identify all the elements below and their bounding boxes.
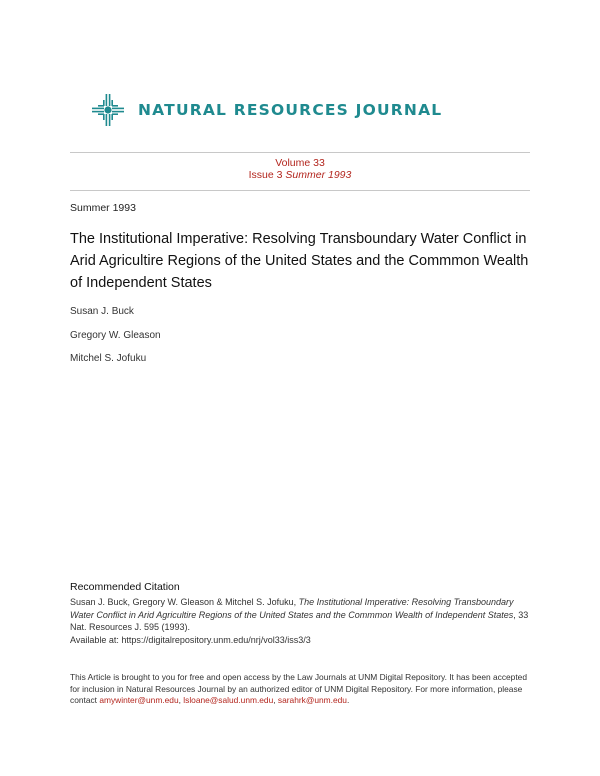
zia-sun-symbol-icon — [90, 92, 126, 128]
issue-link[interactable] — [70, 169, 530, 181]
access-notice-text: This Article is brought to you for free and open access by the Law Journals at UNM Digital Repository. It has been accepted for inclusion in Natural Resources Journal by an authorized editor of UNM Digital Repository. For more information, please contact — [70, 672, 527, 705]
contact-email-link-2[interactable]: lsloane@salud.unm.edu — [183, 695, 274, 705]
access-notice — [70, 672, 532, 707]
volume-link[interactable]: Volume 33 — [275, 157, 325, 169]
journal-logo — [90, 92, 442, 128]
email-separator-1: , — [178, 695, 184, 705]
citation-heading: Recommended Citation — [70, 581, 180, 593]
citation-authors: Susan J. Buck, Gregory W. Gleason & Mitchel S. Jofuku, — [70, 597, 299, 607]
issue-season: Summer 1993 — [285, 169, 352, 181]
journal-name: NATURAL RESOURCES JOURNAL — [138, 101, 443, 119]
divider-top — [70, 152, 530, 153]
citation-body — [70, 596, 532, 646]
citation-source: , 33 Nat. Resources J. 595 (1993). — [70, 609, 529, 632]
author-2: Gregory W. Gleason — [70, 330, 161, 341]
publication-date: Summer 1993 — [70, 202, 136, 214]
access-notice-end: . — [346, 695, 350, 705]
citation-title: The Institutional Imperative: Resolving Transboundary Water Conflict in Arid Agricultire Regions of the United States and the Commmon Wealth of Independent States — [70, 597, 514, 620]
contact-email-link-1[interactable]: amywinter@unm.edu — [99, 695, 179, 705]
contact-email-link-3[interactable]: sarahrk@unm.edu — [277, 695, 347, 705]
issue-number: Issue 3 — [248, 169, 283, 181]
issue-info[interactable] — [70, 157, 530, 181]
citation-available-url[interactable]: Available at: https://digitalrepository.unm.edu/nrj/vol33/iss3/3 — [70, 634, 311, 645]
divider-bottom — [70, 190, 530, 191]
email-separator-2: , — [273, 695, 278, 705]
author-1: Susan J. Buck — [70, 306, 134, 317]
article-title: The Institutional Imperative: Resolving Transboundary Water Conflict in Arid Agricultire Regions of the United States and the Commmon Wealth of Independent States — [70, 231, 529, 291]
author-3: Mitchel S. Jofuku — [70, 353, 147, 364]
